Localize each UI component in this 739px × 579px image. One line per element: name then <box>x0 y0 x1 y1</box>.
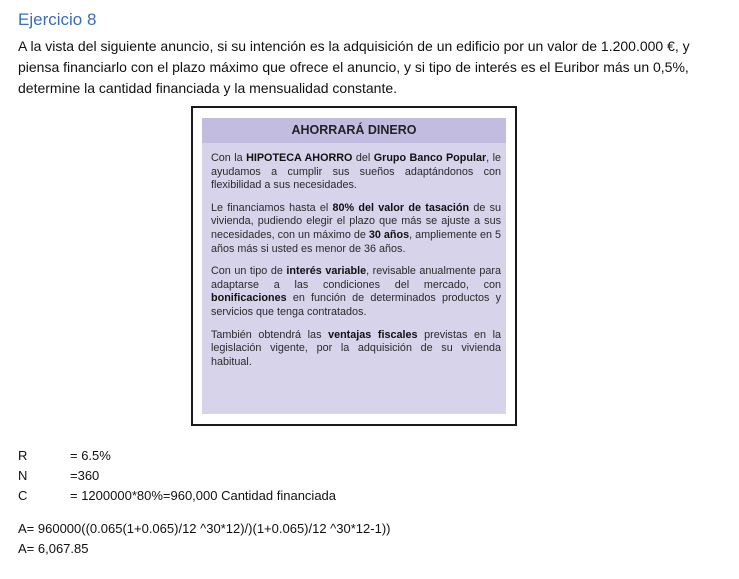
ad-paragraph-3 <box>211 265 501 319</box>
variable-row-r <box>18 446 336 466</box>
variable-value: =360 <box>70 468 100 483</box>
advertisement-image <box>191 106 517 426</box>
ad-p3-bold-1: interés variable <box>286 265 367 278</box>
ad-body <box>211 152 501 378</box>
ad-p2-bold-1: 80% del valor de tasación <box>332 201 470 214</box>
ad-p1-text-2: del <box>352 152 374 164</box>
ad-paragraph-2 <box>211 202 501 256</box>
ad-p2-text-2: de su vivienda, pudiendo elegir el plazo que más se ajuste a sus necesidades, con un máximo de <box>211 201 502 241</box>
variable-row-c <box>18 486 336 506</box>
advertisement-panel <box>202 118 506 414</box>
variable-value: = 6.5% <box>70 448 111 463</box>
annuity-result: A= 6,067.85 <box>18 541 89 556</box>
variable-label: C <box>18 488 28 503</box>
ad-header: AHORRARÁ DINERO <box>202 118 506 143</box>
ad-p2-text-3: , ampliemente en 5 años más si usted es menor de 36 años. <box>211 228 501 255</box>
variable-label: R <box>18 448 28 463</box>
ad-p3-text-1: Con un tipo de <box>211 265 287 278</box>
calculation-formula <box>18 519 390 559</box>
ad-p3-text-3: en función de determinados productos y servicios que tenga contratados. <box>211 292 501 318</box>
ad-paragraph-1 <box>211 152 501 193</box>
ad-p1-bold-1: HIPOTECA AHORRO <box>246 152 353 164</box>
variable-row-n <box>18 466 336 486</box>
exercise-title: Ejercicio 8 <box>18 10 97 29</box>
ad-p4-text-2: previstas en la legislación vigente, por la adquisición de su vivienda habitual. <box>211 328 501 368</box>
ad-p1-text-1: Con la <box>211 152 247 164</box>
ad-p2-bold-2: 30 años <box>368 228 410 241</box>
exercise-statement: A la vista del siguiente anuncio, si su intención es la adquisición de un edificio por un valor de 1.200.000 €, y piensa financiarlo con el plazo máximo que ofrece el anuncio, y si tipo de interés es el Euribor más un 0,5%, determine la cantidad financiada y la mensualidad constante. <box>18 38 690 96</box>
calculation-variables <box>18 446 336 506</box>
ad-p2-text-1: Le financiamos hasta el <box>211 201 333 214</box>
ad-paragraph-4 <box>211 329 501 370</box>
ad-p4-bold-1: ventajas fiscales <box>328 328 418 341</box>
variable-label: N <box>18 468 28 483</box>
ad-p3-bold-2: bonificaciones <box>211 292 287 305</box>
ad-p3-text-2: , revisable anualmente para adaptarse a las condiciones del mercado, con <box>211 265 501 291</box>
annuity-formula: A= 960000((0.065(1+0.065)/12 ^30*12)/)(1+0.065)/12 ^30*12-1)) <box>18 521 391 536</box>
variable-value: = 1200000*80%=960,000 Cantidad financiada <box>70 488 337 503</box>
ad-p1-text-3: , le ayudamos a cumplir sus sueños adaptándonos con flexibilidad a sus necesidades. <box>211 152 501 192</box>
ad-p4-text-1: También obtendrá las <box>211 328 329 341</box>
ad-p1-bold-2: Grupo Banco Popular <box>373 152 487 164</box>
